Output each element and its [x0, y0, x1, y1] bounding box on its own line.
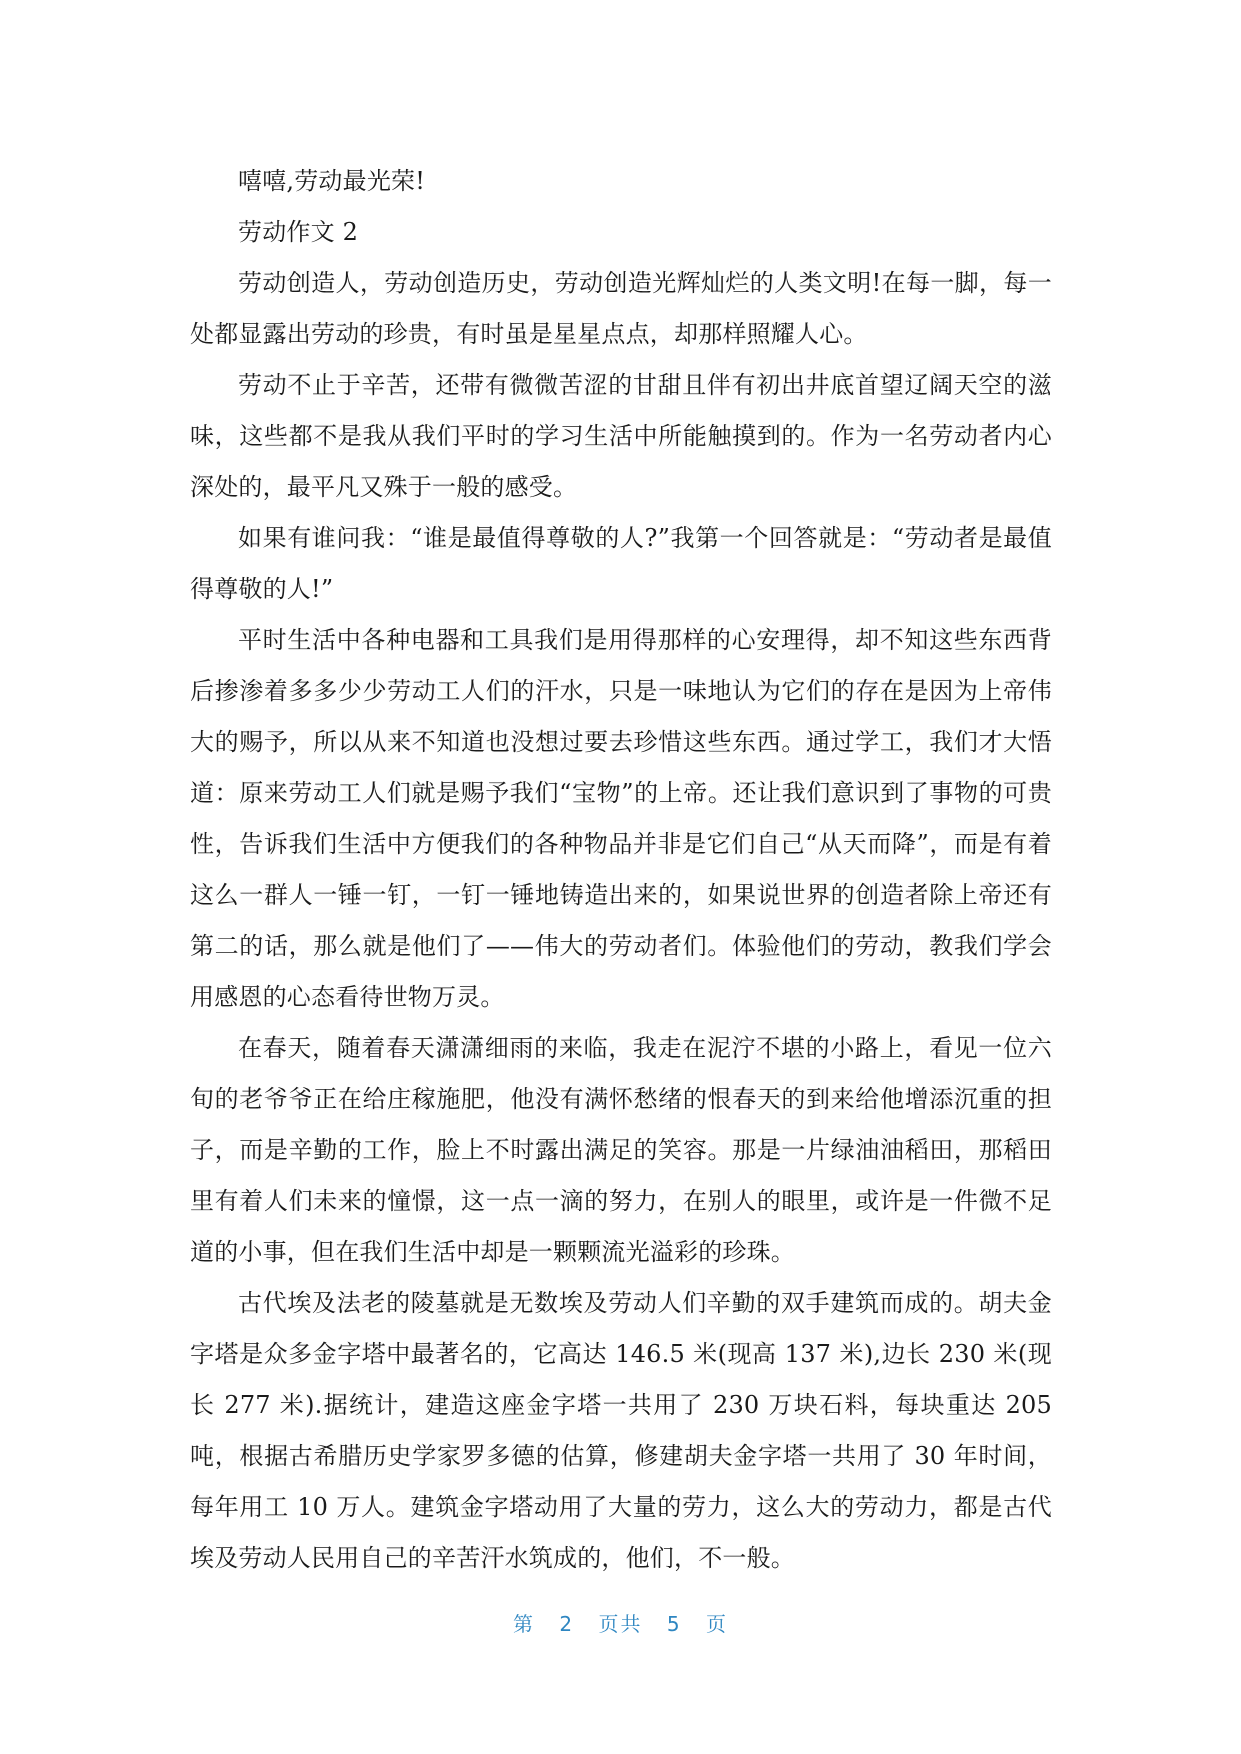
paragraph-question: 如果有谁问我：“谁是最值得尊敬的人?”我第一个回答就是：“劳动者是最值得尊敬的人!” [190, 524, 1052, 603]
footer-middle: 页共 [598, 1612, 643, 1636]
footer-suffix: 页 [705, 1612, 728, 1636]
page-number-footer [0, 1608, 1241, 1637]
footer-current-page: 2 [559, 1612, 575, 1636]
paragraph-pyramid: 古代埃及法老的陵墓就是无数埃及劳动人们辛勤的双手建筑而成的。胡夫金字塔是众多金字塔中最著名的，它高达 146.5 米(现高 137 米),边长 230 米(现长 277 米).据统计，建造这座金字塔一共用了 230 万块石料，每块重达 205 吨，根据古希腊历史学家罗多德的估算，修建胡夫金字塔一共用了 30 年时间，每年用工 10 万人。建筑金字塔动用了大量的劳力，这么大的劳动力，都是古代埃及劳动人民用自己的辛苦汗水筑成的，他们，不一般。 [190, 1289, 1052, 1572]
paragraph-closing-line: 嘻嘻,劳动最光荣! [238, 167, 426, 195]
footer-prefix: 第 [513, 1612, 536, 1636]
paragraph-spring: 在春天，随着春天潇潇细雨的来临，我走在泥泞不堪的小路上，看见一位六旬的老爷爷正在给庄稼施肥，他没有满怀愁绪的恨春天的到来给他增添沉重的担子，而是辛勤的工作，脸上不时露出满足的笑容。那是一片绿油油稻田，那稻田里有着人们未来的憧憬，这一点一滴的努力，在别人的眼里，或许是一件微不足道的小事，但在我们生活中却是一颗颗流光溢彩的珍珠。 [190, 1034, 1052, 1266]
footer-total-pages: 5 [666, 1612, 682, 1636]
paragraph-tools: 平时生活中各种电器和工具我们是用得那样的心安理得，却不知这些东西背后掺渗着多多少少劳动工人们的汗水，只是一味地认为它们的存在是因为上帝伟大的赐予，所以从来不知道也没想过要去珍惜这些东西。通过学工，我们才大悟道：原来劳动工人们就是赐予我们“宝物”的上帝。还让我们意识到了事物的可贵性，告诉我们生活中方便我们的各种物品并非是它们自己“从天而降”，而是有着这么一群人一锤一钉，一钉一锤地铸造出来的，如果说世界的创造者除上帝还有第二的话，那么就是他们了——伟大的劳动者们。体验他们的劳动，教我们学会用感恩的心态看待世物万灵。 [190, 626, 1052, 1011]
paragraph-feeling: 劳动不止于辛苦，还带有微微苦涩的甘甜且伴有初出井底首望辽阔天空的滋味，这些都不是我从我们平时的学习生活中所能触摸到的。作为一名劳动者内心深处的，最平凡又殊于一般的感受。 [190, 371, 1052, 501]
paragraph-intro: 劳动创造人，劳动创造历史，劳动创造光辉灿烂的人类文明!在每一脚，每一处都显露出劳动的珍贵，有时虽是星星点点，却那样照耀人心。 [190, 269, 1052, 348]
essay-heading: 劳动作文 2 [238, 218, 359, 246]
document-body [190, 156, 1052, 1584]
